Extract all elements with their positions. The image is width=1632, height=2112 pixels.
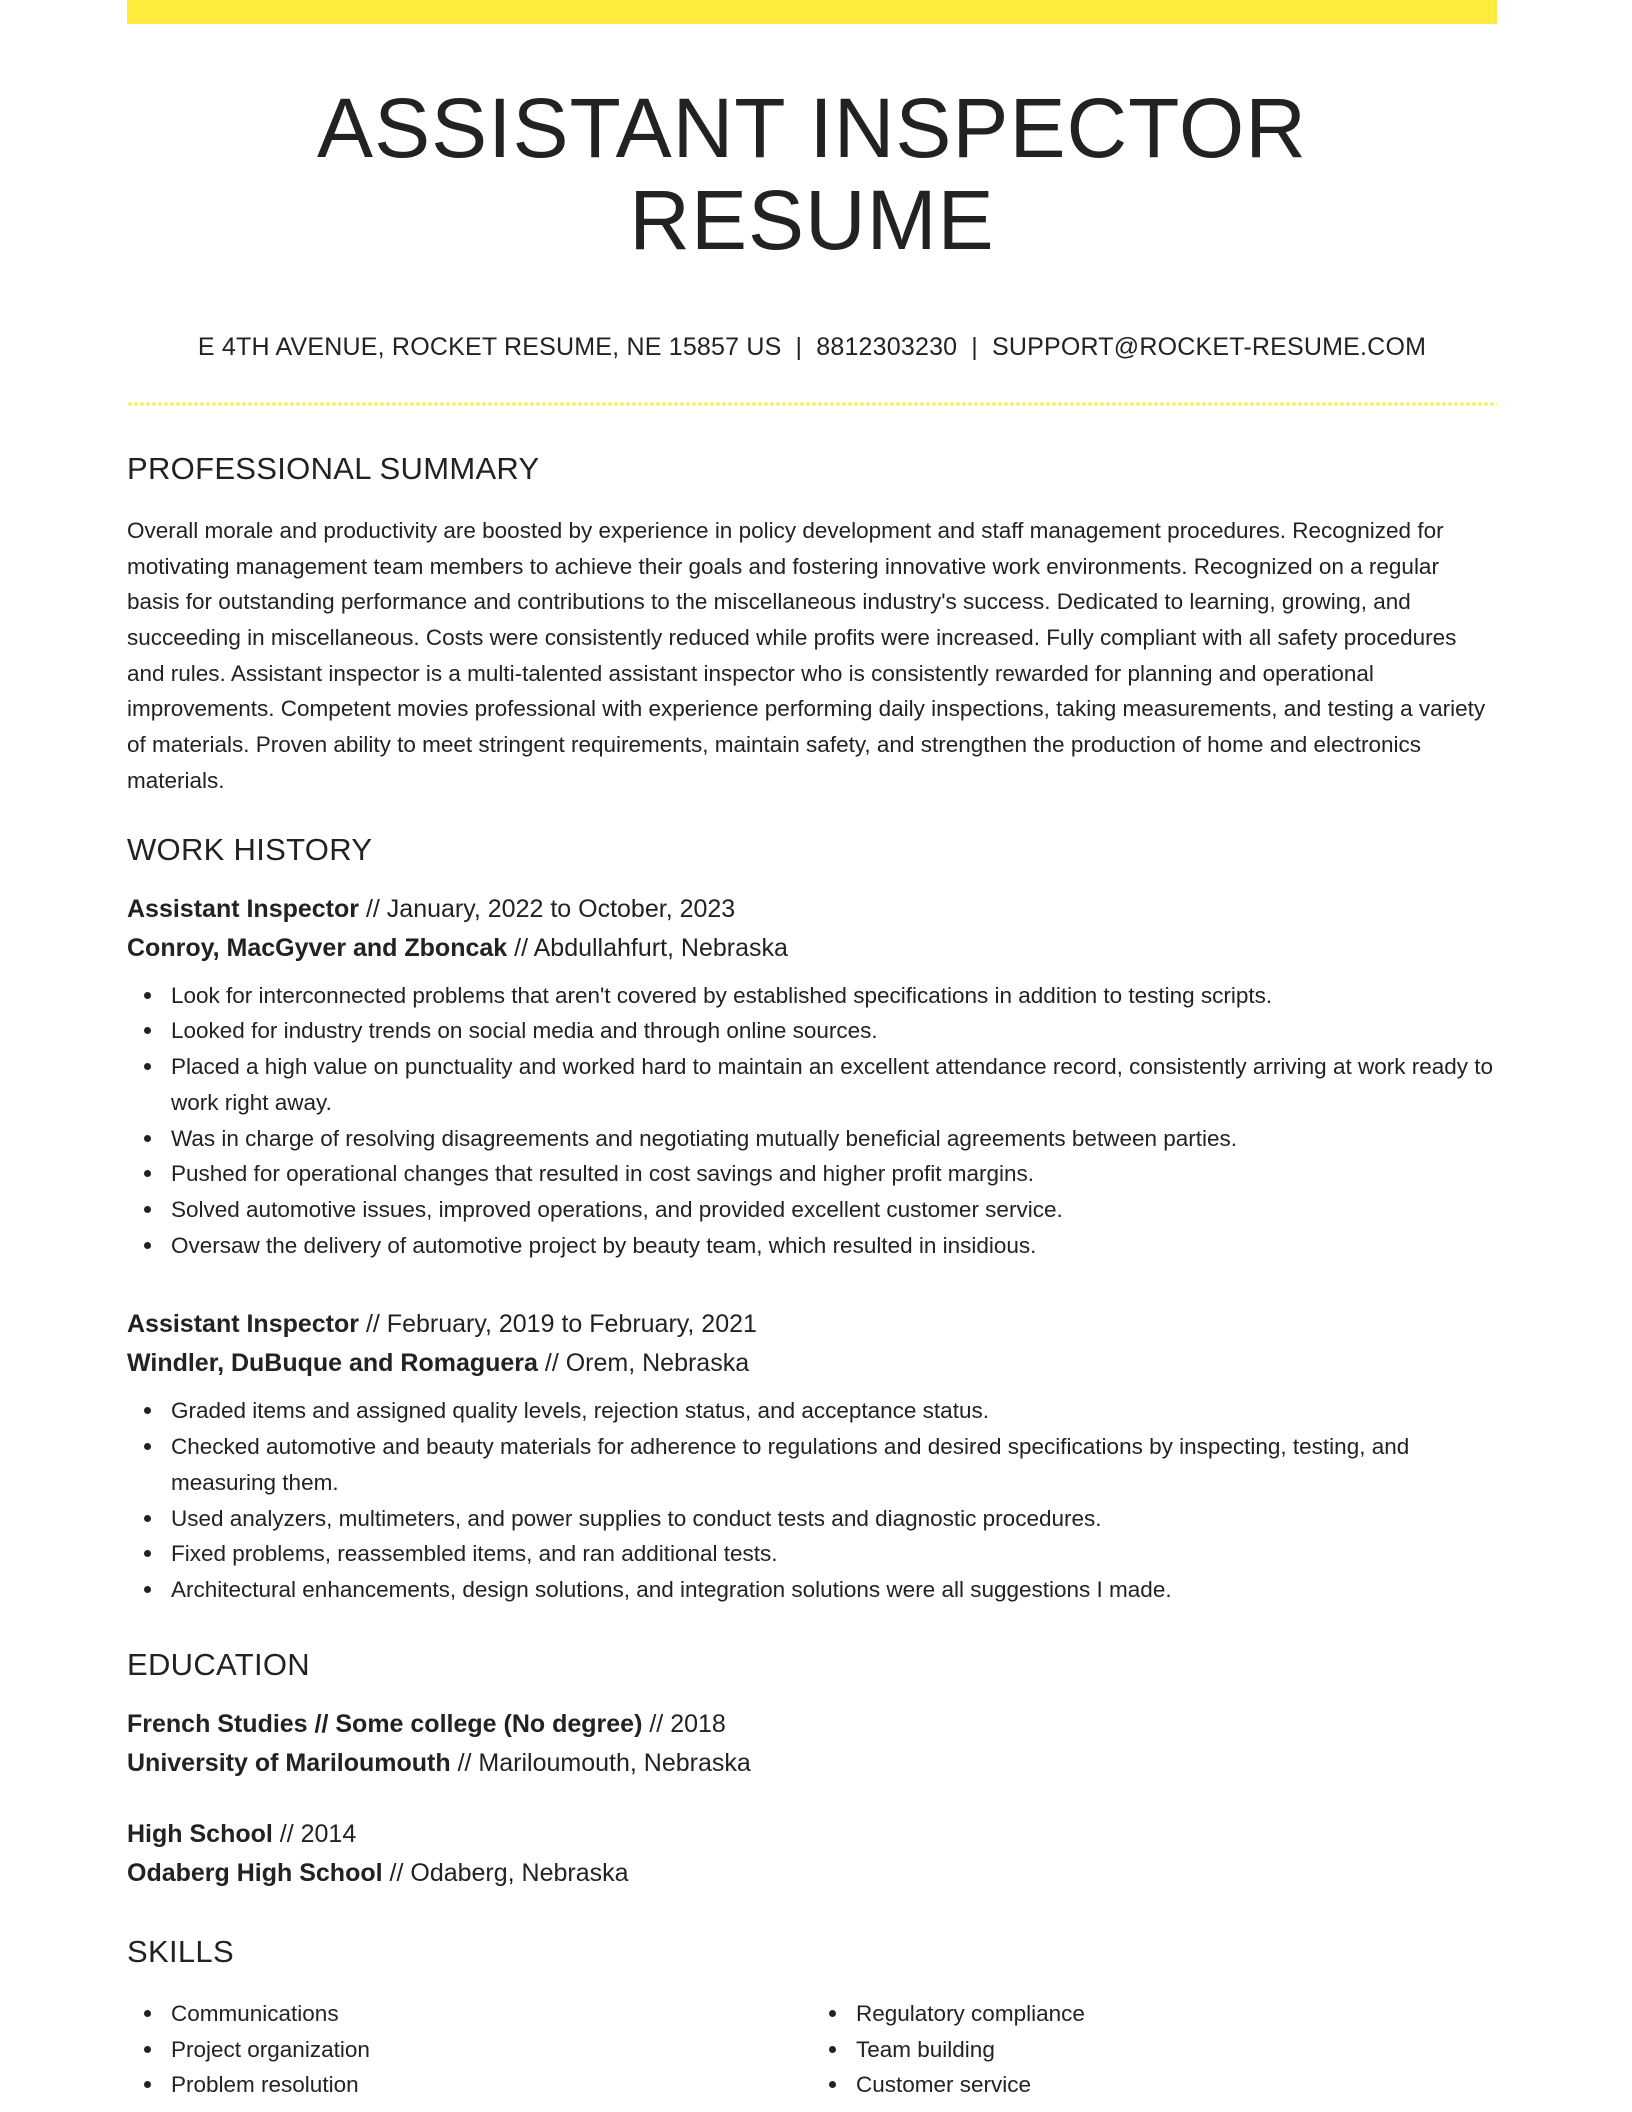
email: SUPPORT@ROCKET-RESUME.COM xyxy=(991,332,1427,361)
skill-item: Customer service xyxy=(856,2067,1497,2103)
address: E 4TH AVENUE, ROCKET RESUME, NE 15857 US xyxy=(197,332,782,361)
resume-title: ASSISTANT INSPECTOR RESUME xyxy=(317,81,1307,268)
skill-item: Communications xyxy=(171,1996,812,2032)
accent-bar xyxy=(127,0,1497,24)
job-company-line xyxy=(127,929,1497,968)
list-item: Architectural enhancements, design solutions, and integration solutions were all suggestions I made. xyxy=(171,1572,1497,1608)
phone: 8812303230 xyxy=(816,332,958,361)
list-item: Fixed problems, reassembled items, and ran additional tests. xyxy=(171,1536,1497,1572)
education-location: // Mariloumouth, Nebraska xyxy=(457,1748,751,1777)
job-company-line xyxy=(127,1344,1497,1383)
education-location: // Odaberg, Nebraska xyxy=(389,1858,629,1887)
education-degree-line xyxy=(127,1705,1497,1744)
separator: | xyxy=(795,332,803,361)
education-school-line xyxy=(127,1744,1497,1783)
job-company: Conroy, MacGyver and Zboncak xyxy=(127,933,508,962)
skills-column-left xyxy=(127,1996,812,2103)
education-degree: High School xyxy=(127,1819,273,1848)
job-dates: // February, 2019 to February, 2021 xyxy=(365,1310,757,1339)
list-item: Solved automotive issues, improved operations, and provided excellent customer service. xyxy=(171,1192,1497,1228)
list-item: Graded items and assigned quality levels, rejection status, and acceptance status. xyxy=(171,1393,1497,1429)
education-year: // 2014 xyxy=(279,1819,357,1848)
job-role-line xyxy=(127,1305,1497,1344)
job-entry xyxy=(127,1305,1497,1607)
list-item: Placed a high value on punctuality and worked hard to maintain an excellent attendance record, consistently arriving at work ready to work right away. xyxy=(171,1049,1497,1120)
summary-text: Overall morale and productivity are boosted by experience in policy development and staff management procedures. Recognized for motivating management team members to achieve their goals and fostering innovative work environments. Recognized on a regular basis for outstanding performance and contributions to the miscellaneous industry's success. Dedicated to learning, growing, and succeeding in miscellaneous. Costs were consistently reduced while profits were increased. Fully compliant with all safety procedures and rules. Assistant inspector is a multi-talented assistant inspector who is consistently rewarded for planning and operational improvements. Competent movies professional with experience performing daily inspections, taking measurements, and testing a variety of materials. Proven ability to meet stringent requirements, maintain safety, and strengthen the production of home and electronics materials. xyxy=(127,517,1486,793)
job-location: // Abdullahfurt, Nebraska xyxy=(514,933,788,962)
job-company: Windler, DuBuque and Romaguera xyxy=(127,1349,538,1378)
job-entry xyxy=(127,890,1497,1264)
education-school: University of Mariloumouth xyxy=(127,1748,451,1777)
separator: | xyxy=(971,332,978,361)
education-school: Odaberg High School xyxy=(127,1858,383,1887)
education-year: // 2018 xyxy=(649,1709,726,1738)
list-item: Look for interconnected problems that aren't covered by established specifications in addition to testing scripts. xyxy=(171,978,1497,1014)
list-item: Oversaw the delivery of automotive project by beauty team, which resulted in insidious. xyxy=(171,1228,1497,1264)
skills-grid xyxy=(127,1986,1497,2103)
job-role: Assistant Inspector xyxy=(127,1310,360,1339)
dotted-divider xyxy=(127,402,1497,406)
skill-item: Team building xyxy=(856,2032,1497,2068)
skill-item: Regulatory compliance xyxy=(856,1996,1497,2032)
list-item: Pushed for operational changes that resulted in cost savings and higher profit margins. xyxy=(171,1156,1497,1192)
education-degree: French Studies // Some college (No degree) xyxy=(127,1709,643,1738)
list-item: Checked automotive and beauty materials for adherence to regulations and desired specifications by inspecting, testing, and measuring them. xyxy=(171,1429,1497,1500)
list-item: Was in charge of resolving disagreements and negotiating mutually beneficial agreements between parties. xyxy=(171,1121,1497,1157)
job-bullets xyxy=(127,1393,1497,1607)
job-bullets xyxy=(127,978,1497,1264)
contact-line xyxy=(127,332,1497,362)
skill-item: Project organization xyxy=(171,2032,812,2068)
list-item: Used analyzers, multimeters, and power supplies to conduct tests and diagnostic procedures. xyxy=(171,1501,1497,1537)
job-role-line xyxy=(127,890,1497,929)
skill-item: Problem resolution xyxy=(171,2067,812,2103)
section-title-skills: SKILLS xyxy=(127,1933,234,1969)
education-entry xyxy=(127,1705,1497,1783)
job-location: // Orem, Nebraska xyxy=(544,1349,750,1378)
resume-page xyxy=(127,0,1497,2103)
education-degree-line xyxy=(127,1815,1497,1854)
list-item: Looked for industry trends on social media and through online sources. xyxy=(171,1013,1497,1049)
job-role: Assistant Inspector xyxy=(127,894,360,923)
education-entry xyxy=(127,1815,1497,1893)
education-school-line xyxy=(127,1854,1497,1893)
section-title-work-history: WORK HISTORY xyxy=(127,831,373,867)
skills-column-right xyxy=(812,1996,1497,2103)
section-title-summary: PROFESSIONAL SUMMARY xyxy=(127,450,540,486)
section-title-education: EDUCATION xyxy=(127,1646,310,1682)
job-dates: // January, 2022 to October, 2023 xyxy=(365,894,736,923)
